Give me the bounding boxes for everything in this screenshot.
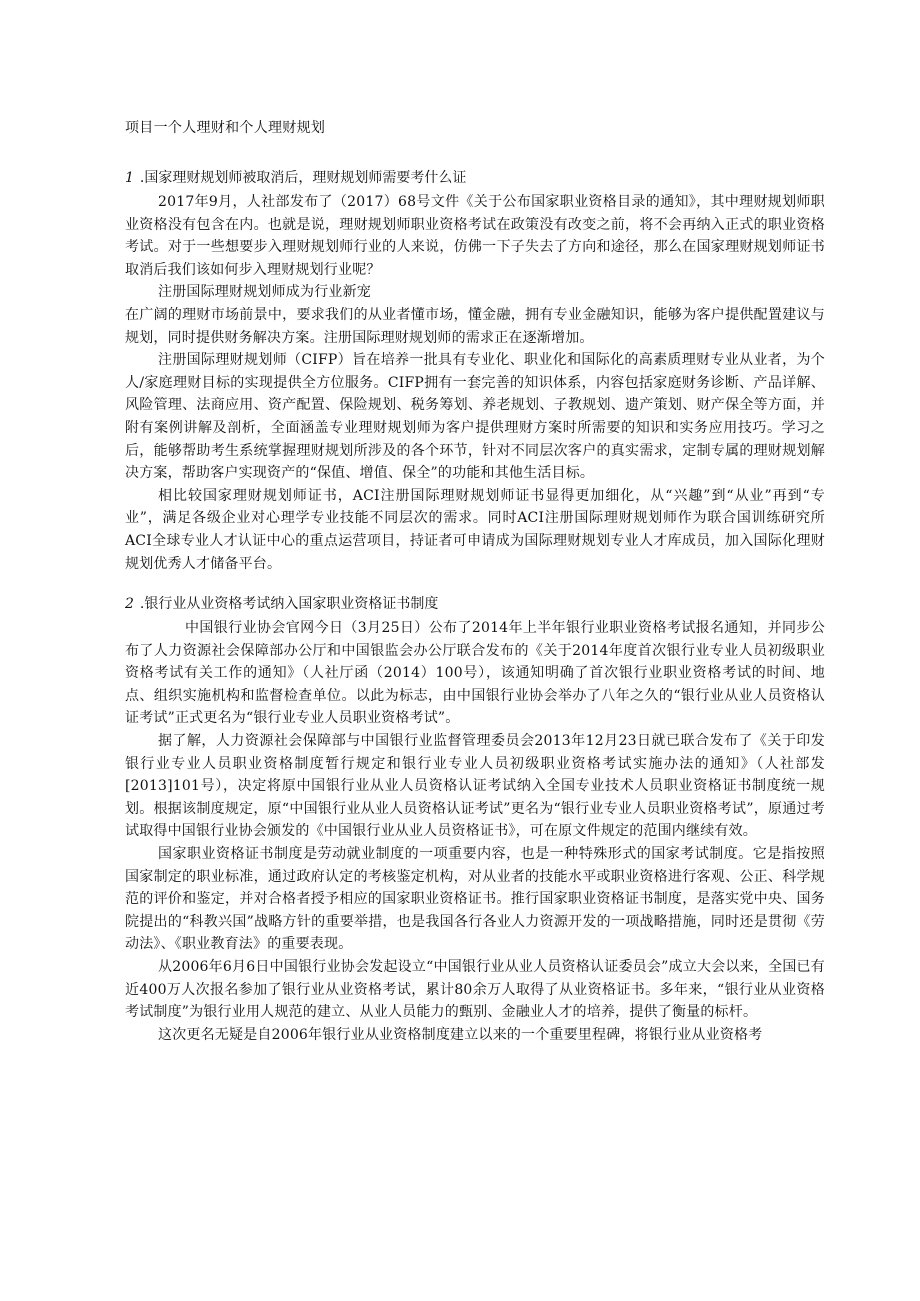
document-title: 项目一个人理财和个人理财规划	[125, 120, 326, 136]
document-page	[125, 117, 825, 1046]
section-1-paragraph-2: 在广阔的理财市场前景中，要求我们的从业者懂市场，懂金融，拥有专业金融知识，能够为客户提供配置建议与规划，同时提供财务解决方案。注册国际理财规划师的需求正在逐渐增加。	[125, 306, 825, 346]
section-2-paragraph-2: 据了解，人力资源社会保障部与中国银行业监督管理委员会2013年12月23日就已联合发布了《关于印发银行业专业人员职业资格制度暂行规定和银行业专业人员初级职业资格考试实施办法的通知》（人社部发[2013]101号），决定将原中国银行业从业人员资格认证考试纳入全国专业技术人员职业资格证书制度统一规划。根据该制度规定，原“中国银行业从业人员资格认证考试”更名为“银行业专业人员职业资格考试”，原通过考试取得中国银行业协会颁发的《中国银行业从业人员资格证书》，可在原文件规定的范围内继续有效。	[125, 733, 825, 840]
section-gap	[125, 575, 825, 593]
section-2-paragraph-1: 中国银行业协会官网今日（3月25日）公布了2014年上半年银行业职业资格考试报名通知，并同步公布了人力资源社会保障部办公厅和中国银监会办公厅联合发布的《关于2014年度首次银行业专业人员初级职业资格考试有关工作的通知》（人社厅函（2014）100号），该通知明确了首次银行业职业资格考试的时间、地点、组织实施机构和监督检查单位。以此为标志，由中国银行业协会举办了八年之久的“银行业从业人员资格认证考试”正式更名为“银行业专业人员职业资格考试”。	[125, 620, 825, 727]
section-2-paragraph-3: 国家职业资格证书制度是劳动就业制度的一项重要内容，也是一种特殊形式的国家考试制度。它是指按照国家制定的职业标准，通过政府认定的考核鉴定机构，对从业者的技能水平或职业资格进行客观、公正、科学规范的评价和鉴定，并对合格者授予相应的国家职业资格证书。推行国家职业资格证书制度，是落实党中央、国务院提出的“科教兴国”战略方针的重要举措，也是我国各行各业人力资源开发的一项战略措施，同时还是贯彻《劳动法》、《职业教育法》的重要表现。	[125, 846, 825, 953]
section-1-number: 1	[125, 170, 134, 186]
section-1-paragraph-3: 注册国际理财规划师（CIFP）旨在培养一批具有专业化、职业化和国际化的高素质理财专业从业者，为个人/家庭理财目标的实现提供全方位服务。CIFP拥有一套完善的知识体系，内容包括家庭财务诊断、产品详解、风险管理、法商应用、资产配置、保险规划、税务筹划、养老规划、子教规划、遗产策划、财产保全等方面，并附有案例讲解及剖析，全面涵盖专业理财规划师为客户提供理财方案时所需要的知识和实务应用技巧。学习之后，能够帮助考生系统掌握理财规划所涉及的各个环节，针对不同层次客户的真实需求，定制专属的理财规划解决方案，帮助客户实现资产的“保值、增值、保全”的功能和其他生活目标。	[125, 352, 825, 482]
section-1-heading	[125, 167, 825, 189]
section-1-subheading: 注册国际理财规划师成为行业新宠	[158, 284, 371, 301]
section-1-paragraph-1: 2017年9月，人社部发布了（2017）68号文件《关于公布国家职业资格目录的通知》，其中理财规划师职业资格没有包含在内。也就是说，理财规划师职业资格考试在政策没有改变之前，将不会再纳入正式的职业资格考试。对于一些想要步入理财规划师行业的人来说，仿佛一下子失去了方向和途径，那么在国家理财规划师证书取消后我们该如何步入理财规划行业呢？	[125, 194, 825, 278]
section-1-heading-text: .国家理财规划师被取消后，理财规划师需要考什么证	[139, 170, 467, 186]
section-2-paragraph-4: 从2006年6月6日中国银行业协会发起设立“中国银行业从业人员资格认证委员会”成立大会以来，全国已有近400万人次报名参加了银行业从业资格考试，累计80余万人取得了从业资格证书。多年来，“银行业从业资格考试制度”为银行业用人规范的建立、从业人员能力的甄别、金融业人才的培养，提供了衡量的标杆。	[125, 959, 825, 1021]
section-2-heading-text: .银行业从业资格考试纳入国家职业资格证书制度	[139, 596, 439, 613]
section-2-heading	[125, 593, 825, 615]
section-2-number: 2	[125, 596, 134, 613]
section-1-paragraph-4: 相比较国家理财规划师证书，ACI注册国际理财规划师证书显得更加细化，从“兴趣”到“从业”再到“专业”，满足各级企业对心理学专业技能不同层次的需求。同时ACI注册国际理财规划师作为联合国训练研究所ACI全球专业人才认证中心的重点运营项目，持证者可申请成为国际理财规划专业人才库成员，加入国际化理财规划优秀人才储备平台。	[125, 487, 825, 572]
section-2-paragraph-5: 这次更名无疑是自2006年银行业从业资格制度建立以来的一个重要里程碑，将银行业从业资格考	[158, 1026, 763, 1043]
